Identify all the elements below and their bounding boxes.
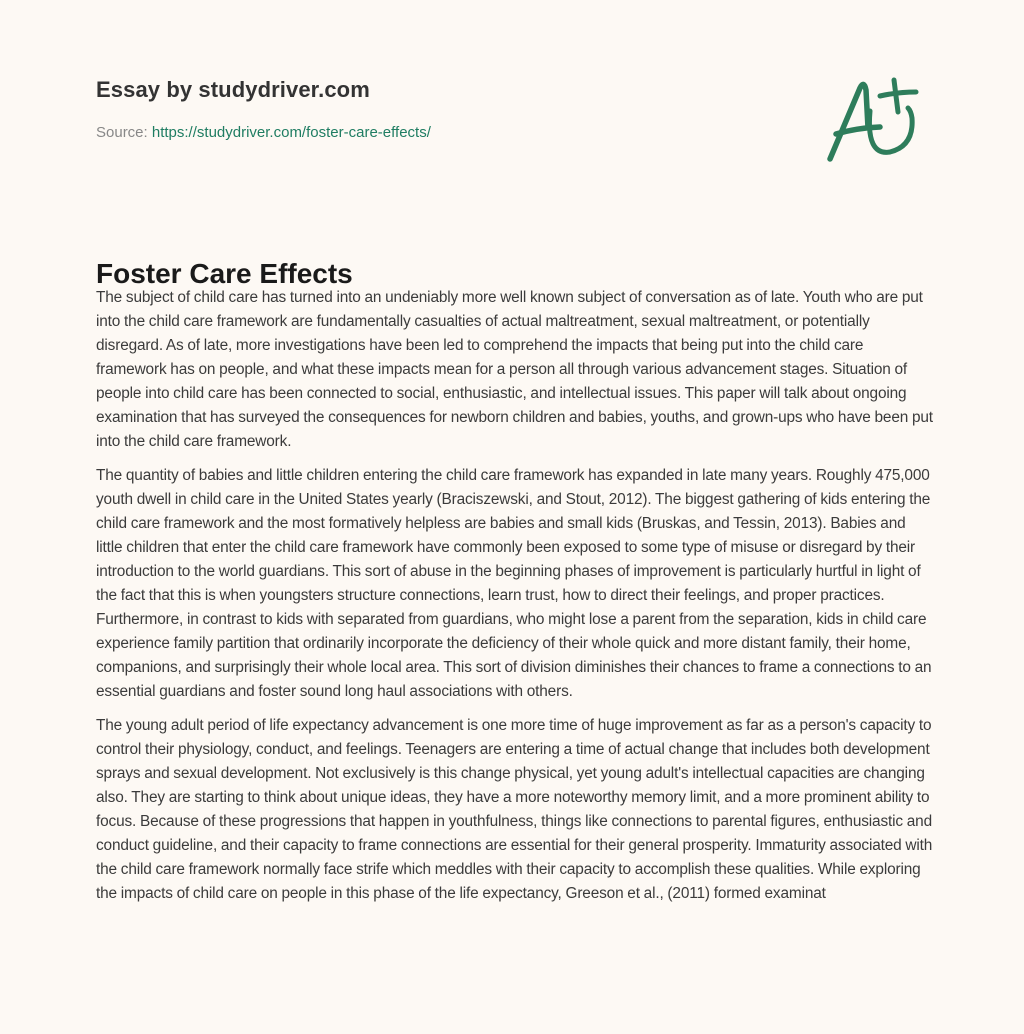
article-body	[96, 286, 934, 916]
site-title: Essay by studydriver.com	[96, 77, 370, 102]
source-link[interactable]: https://studydriver.com/foster-care-effects/	[151, 124, 431, 141]
article-title: Foster Care Effects	[96, 258, 353, 289]
article-paragraph: The subject of child care has turned into an undeniably more well known subject of conversation as of late. Youth who are put into the child care framework are fundamentally casualties of actual maltreatment, sexual maltreatment, or potentially disregard. As of late, more investigations have been led to comprehend the impacts that being put into the child care framework has on people, and what these impacts mean for a person all through various advancement stages. Situation of people into child care has been connected to social, enthusiastic, and intellectual issues. This paper will talk about ongoing examination that has surveyed the consequences for newborn children and babies, youths, and grown-ups who have been put into the child care framework.	[96, 289, 933, 450]
article-paragraph: The quantity of babies and little children entering the child care framework has expanded in late many years. Roughly 475,000 youth dwell in child care in the United States yearly (Braciszewski, and Stout, 2012). The biggest gathering of kids entering the child care framework and the most formatively helpless are babies and small kids (Bruskas, and Tessin, 2013). Babies and little children that enter the child care framework have commonly been exposed to some type of misuse or disregard by their introduction to the world guardians. This sort of abuse in the beginning phases of improvement is particularly hurtful in light of the fact that this is when youngsters structure connections, learn trust, how to direct their feelings, and proper practices. Furthermore, in contrast to kids with separated from guardians, who might lose a parent from the separation, kids in child care experience family partition that ordinarily incorporate the deficiency of their whole quick and more distant family, their home, companions, and surprisingly their whole local area. This sort of division diminishes their chances to frame a connections to an essential guardians and foster sound long haul associations with others.	[96, 467, 932, 700]
page-header	[96, 74, 796, 144]
source-line	[96, 122, 796, 144]
source-label: Source:	[96, 124, 152, 141]
article-paragraph: The young adult period of life expectancy advancement is one more time of huge improvement as far as a person's capacity to control their physiology, conduct, and feelings. Teenagers are entering a time of actual change that includes both development sprays and sexual development. Not exclusively is this change physical, yet young adult's intellectual capacities are changing also. They are starting to think about unique ideas, they have a more noteworthy memory limit, and a more prominent ability to focus. Because of these progressions that happen in youthfulness, things like connections to parental figures, enthusiastic and conduct guideline, and their capacity to frame connections are essential for their general prosperity. Immaturity associated with the child care framework normally face strife which meddles with their capacity to accomplish these qualities. While exploring the impacts of child care on people in this phase of the life expectancy, Greeson et al., (2011) formed examinat	[96, 717, 933, 902]
a-plus-grade-icon	[820, 66, 930, 166]
